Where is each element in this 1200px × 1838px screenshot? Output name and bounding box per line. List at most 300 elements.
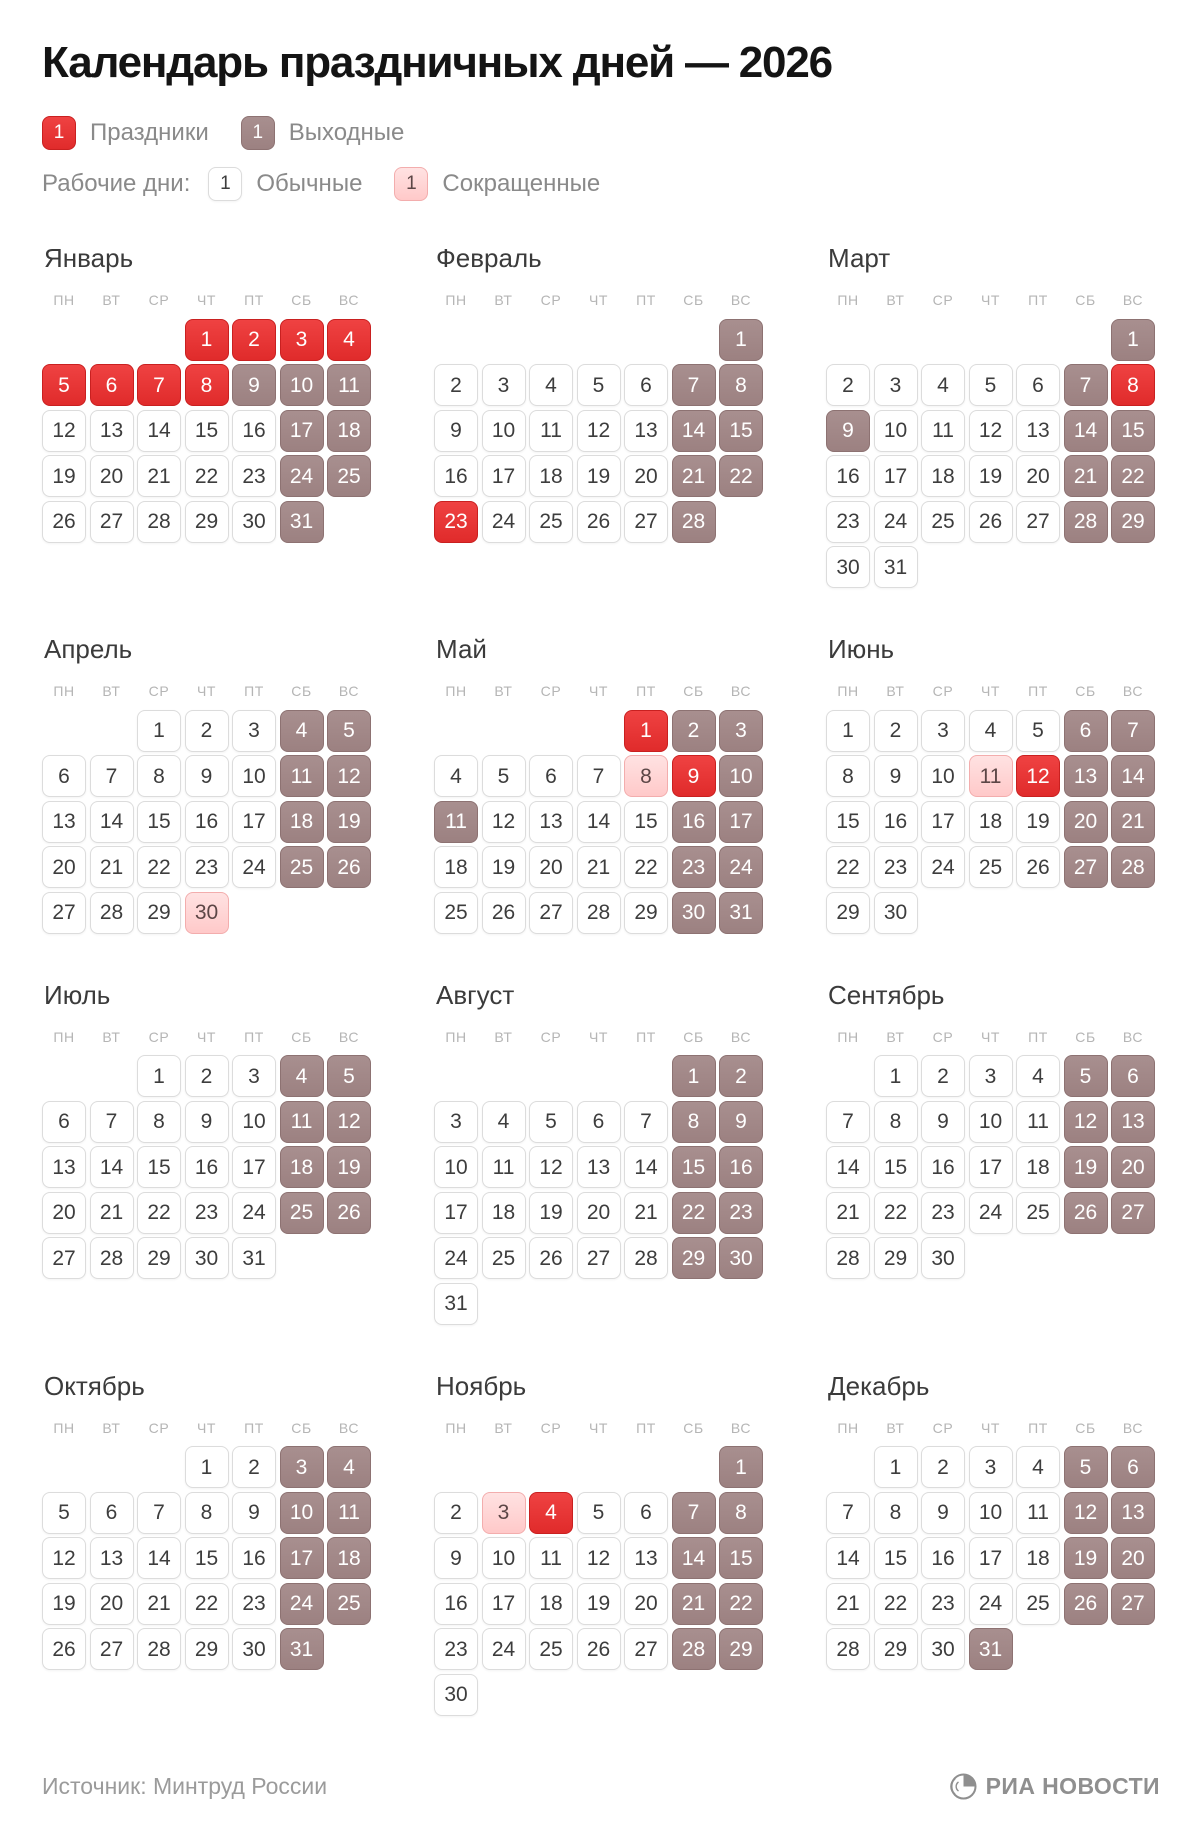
day-cell: 13 [42,801,86,843]
weekday-header: ПН [837,292,859,308]
day-cell: 22 [826,846,870,888]
day-cell: 23 [874,846,918,888]
weekday-header: ЧТ [196,1419,217,1436]
day-cell: 21 [672,1583,716,1625]
day-cell: 30 [826,546,870,588]
day-cell: 4 [969,710,1013,752]
day-cell: 15 [624,801,668,843]
day-cell: 2 [232,319,276,361]
day-cell: 19 [577,455,621,497]
month-block [434,634,766,934]
weekday-header: ЧТ [588,1419,609,1436]
weekday-header: ВТ [102,1419,121,1436]
month-day-grid [434,681,766,934]
day-cell: 26 [969,501,1013,543]
day-cell: 17 [874,455,918,497]
day-cell: 29 [874,1628,918,1670]
day-cell: 2 [921,1446,965,1488]
day-cell: 23 [826,501,870,543]
weekday-header: ВТ [102,1028,121,1045]
weekday-header: СБ [1075,1028,1096,1045]
day-cell: 5 [1064,1446,1108,1488]
weekday-header: ЧТ [588,1028,609,1045]
day-cell: 27 [1016,501,1060,543]
month-title: Февраль [436,243,542,273]
day-cell: 2 [232,1446,276,1488]
weekday-header: ПН [837,1028,859,1045]
source-label: Источник: Минтруд России [42,1773,328,1799]
day-cell: 19 [969,455,1013,497]
day-cell: 14 [90,1146,134,1188]
weekday-header: СР [932,1419,954,1436]
day-cell: 9 [232,1492,276,1534]
day-cell: 24 [719,846,763,888]
day-cell: 25 [280,846,324,888]
day-cell: 28 [1111,846,1155,888]
weekday-header: СБ [1075,683,1096,699]
day-cell: 22 [719,455,763,497]
day-cell: 20 [624,1583,668,1625]
day-cell: 3 [969,1446,1013,1488]
day-cell: 28 [577,892,621,934]
month-title: Июль [44,979,111,1010]
day-cell: 10 [719,755,763,797]
day-cell: 24 [280,1583,324,1625]
day-cell: 7 [90,755,134,797]
weekday-header: СР [540,1419,562,1436]
weekday-header: СБ [291,1028,312,1045]
day-cell: 11 [969,755,1013,797]
weekday-header: ВС [730,1419,752,1436]
day-cell: 25 [1016,1583,1060,1625]
day-cell: 8 [185,364,229,406]
day-cell: 15 [185,410,229,452]
day-cell: 16 [232,1537,276,1579]
weekday-header: СР [540,683,562,699]
day-cell: 14 [1064,410,1108,452]
day-cell: 3 [969,1055,1013,1097]
day-cell: 23 [921,1583,965,1625]
day-cell: 17 [719,801,763,843]
day-cell: 24 [969,1583,1013,1625]
weekend-legend-chip: 1 [241,116,275,150]
day-cell: 25 [529,501,573,543]
day-cell: 11 [280,755,324,797]
day-cell: 4 [1016,1446,1060,1488]
weekday-header: ВТ [886,1028,905,1045]
brand-name: РИА НОВОСТИ [985,1773,1160,1799]
month-day-grid [42,1027,374,1280]
day-cell: 1 [137,1055,181,1097]
day-cell: 5 [327,1055,371,1097]
day-cell: 3 [482,364,526,406]
day-cell: 5 [1016,710,1060,752]
day-cell: 15 [874,1146,918,1188]
month-title: Сентябрь [828,979,945,1010]
day-cell: 10 [280,364,324,406]
day-cell: 21 [624,1192,668,1234]
day-cell: 17 [280,410,324,452]
day-cell: 19 [482,846,526,888]
day-cell: 3 [921,710,965,752]
day-cell: 7 [90,1101,134,1143]
day-cell: 12 [327,1101,371,1143]
day-cell: 17 [434,1192,478,1234]
day-cell: 10 [232,1101,276,1143]
day-cell: 7 [826,1101,870,1143]
day-cell: 4 [434,755,478,797]
weekday-header: ЧТ [196,683,217,699]
day-cell: 18 [327,410,371,452]
day-cell: 29 [672,1237,716,1279]
weekday-header: ПТ [636,1028,656,1045]
day-cell: 6 [529,755,573,797]
weekday-header: СБ [1075,1419,1096,1436]
day-cell: 1 [826,710,870,752]
day-cell: 20 [42,1192,86,1234]
month-block [434,980,766,1325]
day-cell: 29 [826,892,870,934]
day-cell: 24 [434,1237,478,1279]
day-cell: 28 [1064,501,1108,543]
months-grid [42,243,1160,1716]
month-day-grid [434,290,766,543]
day-cell: 21 [1064,455,1108,497]
day-cell: 29 [1111,501,1155,543]
day-cell: 19 [327,1146,371,1188]
weekday-header: ПТ [1028,1419,1048,1436]
day-cell: 30 [434,1674,478,1716]
day-cell: 19 [577,1583,621,1625]
day-cell: 30 [232,1628,276,1670]
day-cell: 22 [719,1583,763,1625]
day-cell: 21 [672,455,716,497]
day-cell: 19 [327,801,371,843]
day-cell: 6 [42,1101,86,1143]
day-cell: 10 [482,1537,526,1579]
day-cell: 14 [624,1146,668,1188]
weekday-header: ЧТ [196,1028,217,1045]
month-day-grid [42,1418,374,1671]
day-cell: 19 [529,1192,573,1234]
day-cell: 27 [1111,1583,1155,1625]
weekday-header: ВТ [886,683,905,699]
day-cell: 1 [185,1446,229,1488]
day-cell: 27 [1064,846,1108,888]
day-cell: 10 [921,755,965,797]
day-cell: 15 [719,410,763,452]
day-cell: 2 [185,710,229,752]
day-cell: 13 [624,1537,668,1579]
day-cell: 28 [624,1237,668,1279]
day-cell: 8 [874,1101,918,1143]
weekday-header: ВТ [886,1419,905,1436]
day-cell: 11 [1016,1101,1060,1143]
weekday-header: ВТ [102,292,121,308]
weekday-header: ЧТ [980,1419,1001,1436]
day-cell: 16 [921,1537,965,1579]
weekday-header: ПН [53,683,75,699]
weekday-header: ПН [53,1028,75,1045]
day-cell: 20 [1111,1146,1155,1188]
day-cell: 15 [185,1537,229,1579]
day-cell: 14 [137,1537,181,1579]
day-cell: 21 [137,455,181,497]
day-cell: 31 [280,1628,324,1670]
day-cell: 26 [1016,846,1060,888]
day-cell: 5 [577,1492,621,1534]
day-cell: 3 [874,364,918,406]
day-cell: 20 [42,846,86,888]
legend-row-day-types [42,116,1160,150]
day-cell: 12 [42,410,86,452]
day-cell: 29 [624,892,668,934]
day-cell: 25 [434,892,478,934]
day-cell: 20 [1064,801,1108,843]
day-cell: 4 [921,364,965,406]
day-cell: 24 [874,501,918,543]
weekday-header: ПН [445,1028,467,1045]
day-cell: 9 [672,755,716,797]
weekday-header: ВТ [494,1419,513,1436]
day-cell: 27 [42,1237,86,1279]
day-cell: 16 [185,801,229,843]
day-cell: 30 [672,892,716,934]
weekday-header: ПН [445,1419,467,1436]
day-cell: 16 [672,801,716,843]
day-cell: 17 [482,1583,526,1625]
day-cell: 2 [874,710,918,752]
day-cell: 3 [719,710,763,752]
day-cell: 21 [90,1192,134,1234]
day-cell: 1 [624,710,668,752]
day-cell: 22 [672,1192,716,1234]
weekday-header: СБ [683,1028,704,1045]
month-block [826,980,1158,1280]
day-cell: 19 [42,1583,86,1625]
day-cell: 14 [672,1537,716,1579]
day-cell: 11 [921,410,965,452]
day-cell: 13 [1111,1492,1155,1534]
weekday-header: СР [932,683,954,699]
day-cell: 10 [482,410,526,452]
day-cell: 16 [719,1146,763,1188]
day-cell: 24 [280,455,324,497]
day-cell: 11 [327,364,371,406]
day-cell: 9 [185,755,229,797]
day-cell: 12 [577,410,621,452]
day-cell: 12 [327,755,371,797]
day-cell: 9 [434,410,478,452]
holiday-legend-label: Праздники [90,119,209,146]
day-cell: 8 [672,1101,716,1143]
day-cell: 26 [42,501,86,543]
day-cell: 9 [232,364,276,406]
day-cell: 30 [185,1237,229,1279]
weekday-header: ВС [1122,683,1144,699]
day-cell: 18 [280,1146,324,1188]
day-cell: 4 [482,1101,526,1143]
day-cell: 12 [969,410,1013,452]
day-cell: 16 [874,801,918,843]
day-cell: 21 [90,846,134,888]
day-cell: 28 [137,501,181,543]
month-day-grid [826,681,1158,934]
day-cell: 4 [1016,1055,1060,1097]
day-cell: 18 [529,455,573,497]
day-cell: 25 [280,1192,324,1234]
day-cell: 29 [185,501,229,543]
day-cell: 17 [921,801,965,843]
day-cell: 6 [624,364,668,406]
day-cell: 7 [672,1492,716,1534]
weekday-header: СР [148,292,170,308]
day-cell: 31 [969,1628,1013,1670]
day-cell: 30 [921,1628,965,1670]
day-cell: 30 [232,501,276,543]
day-cell: 25 [482,1237,526,1279]
weekday-header: СБ [683,292,704,308]
day-cell: 31 [874,546,918,588]
day-cell: 28 [672,1628,716,1670]
day-cell: 14 [826,1146,870,1188]
weekday-header: ПТ [636,683,656,699]
day-cell: 26 [577,501,621,543]
weekday-header: ПТ [1028,683,1048,699]
day-cell: 18 [529,1583,573,1625]
day-cell: 11 [1016,1492,1060,1534]
day-cell: 1 [719,319,763,361]
weekday-header: ВТ [886,292,905,308]
day-cell: 30 [921,1237,965,1279]
day-cell: 14 [672,410,716,452]
day-cell: 8 [137,755,181,797]
day-cell: 1 [672,1055,716,1097]
month-day-grid [826,1027,1158,1280]
day-cell: 20 [529,846,573,888]
day-cell: 20 [90,1583,134,1625]
brand [950,1773,1160,1800]
weekday-header: ВС [730,292,752,308]
day-cell: 23 [232,455,276,497]
day-cell: 18 [921,455,965,497]
day-cell: 26 [1064,1583,1108,1625]
day-cell: 1 [874,1446,918,1488]
day-cell: 2 [826,364,870,406]
month-day-grid [826,1418,1158,1671]
day-cell: 23 [434,501,478,543]
day-cell: 22 [874,1583,918,1625]
day-cell: 14 [577,801,621,843]
day-cell: 14 [90,801,134,843]
weekday-header: СР [540,292,562,308]
day-cell: 27 [624,501,668,543]
day-cell: 2 [434,1492,478,1534]
day-cell: 8 [719,1492,763,1534]
day-cell: 9 [185,1101,229,1143]
month-day-grid [434,1027,766,1325]
day-cell: 25 [529,1628,573,1670]
weekday-header: СР [148,683,170,699]
day-cell: 5 [577,364,621,406]
weekday-header: ЧТ [196,292,217,308]
day-cell: 22 [137,1192,181,1234]
day-cell: 12 [529,1146,573,1188]
day-cell: 4 [529,1492,573,1534]
day-cell: 6 [624,1492,668,1534]
day-cell: 21 [826,1192,870,1234]
day-cell: 22 [1111,455,1155,497]
day-cell: 27 [42,892,86,934]
day-cell: 11 [482,1146,526,1188]
day-cell: 18 [434,846,478,888]
day-cell: 31 [434,1283,478,1325]
day-cell: 2 [672,710,716,752]
weekday-header: ВС [730,1028,752,1045]
day-cell: 19 [1064,1146,1108,1188]
day-cell: 20 [624,455,668,497]
day-cell: 15 [719,1537,763,1579]
weekday-header: СБ [683,1419,704,1436]
day-cell: 20 [1016,455,1060,497]
day-cell: 22 [874,1192,918,1234]
month-title: Октябрь [44,1370,145,1401]
day-cell: 8 [137,1101,181,1143]
day-cell: 16 [826,455,870,497]
day-cell: 2 [921,1055,965,1097]
day-cell: 5 [482,755,526,797]
weekday-header: ВС [338,1419,360,1436]
month-block [42,1371,374,1671]
day-cell: 15 [672,1146,716,1188]
day-cell: 18 [327,1537,371,1579]
month-title: Июнь [828,634,895,664]
page-footer [42,1773,1160,1800]
weekday-header: ВС [1122,1419,1144,1436]
day-cell: 20 [90,455,134,497]
ria-shell-logo-icon [950,1773,977,1800]
day-cell: 16 [434,1583,478,1625]
day-cell: 8 [624,755,668,797]
day-cell: 21 [1111,801,1155,843]
day-cell: 12 [1064,1492,1108,1534]
day-cell: 12 [1064,1101,1108,1143]
day-cell: 18 [1016,1146,1060,1188]
day-cell: 19 [1016,801,1060,843]
day-cell: 25 [327,1583,371,1625]
day-cell: 23 [185,1192,229,1234]
day-cell: 26 [327,846,371,888]
day-cell: 3 [482,1492,526,1534]
day-cell: 26 [42,1628,86,1670]
day-cell: 18 [969,801,1013,843]
day-cell: 13 [1064,755,1108,797]
legend [42,116,1160,201]
month-day-grid [42,290,374,543]
shortened-legend-label: Сокращенные [442,170,601,197]
day-cell: 25 [327,455,371,497]
day-cell: 8 [826,755,870,797]
month-block [826,243,1158,588]
day-cell: 20 [577,1192,621,1234]
day-cell: 28 [826,1628,870,1670]
day-cell: 5 [529,1101,573,1143]
day-cell: 28 [137,1628,181,1670]
weekday-header: ВТ [494,292,513,308]
day-cell: 3 [232,1055,276,1097]
day-cell: 8 [1111,364,1155,406]
day-cell: 21 [577,846,621,888]
